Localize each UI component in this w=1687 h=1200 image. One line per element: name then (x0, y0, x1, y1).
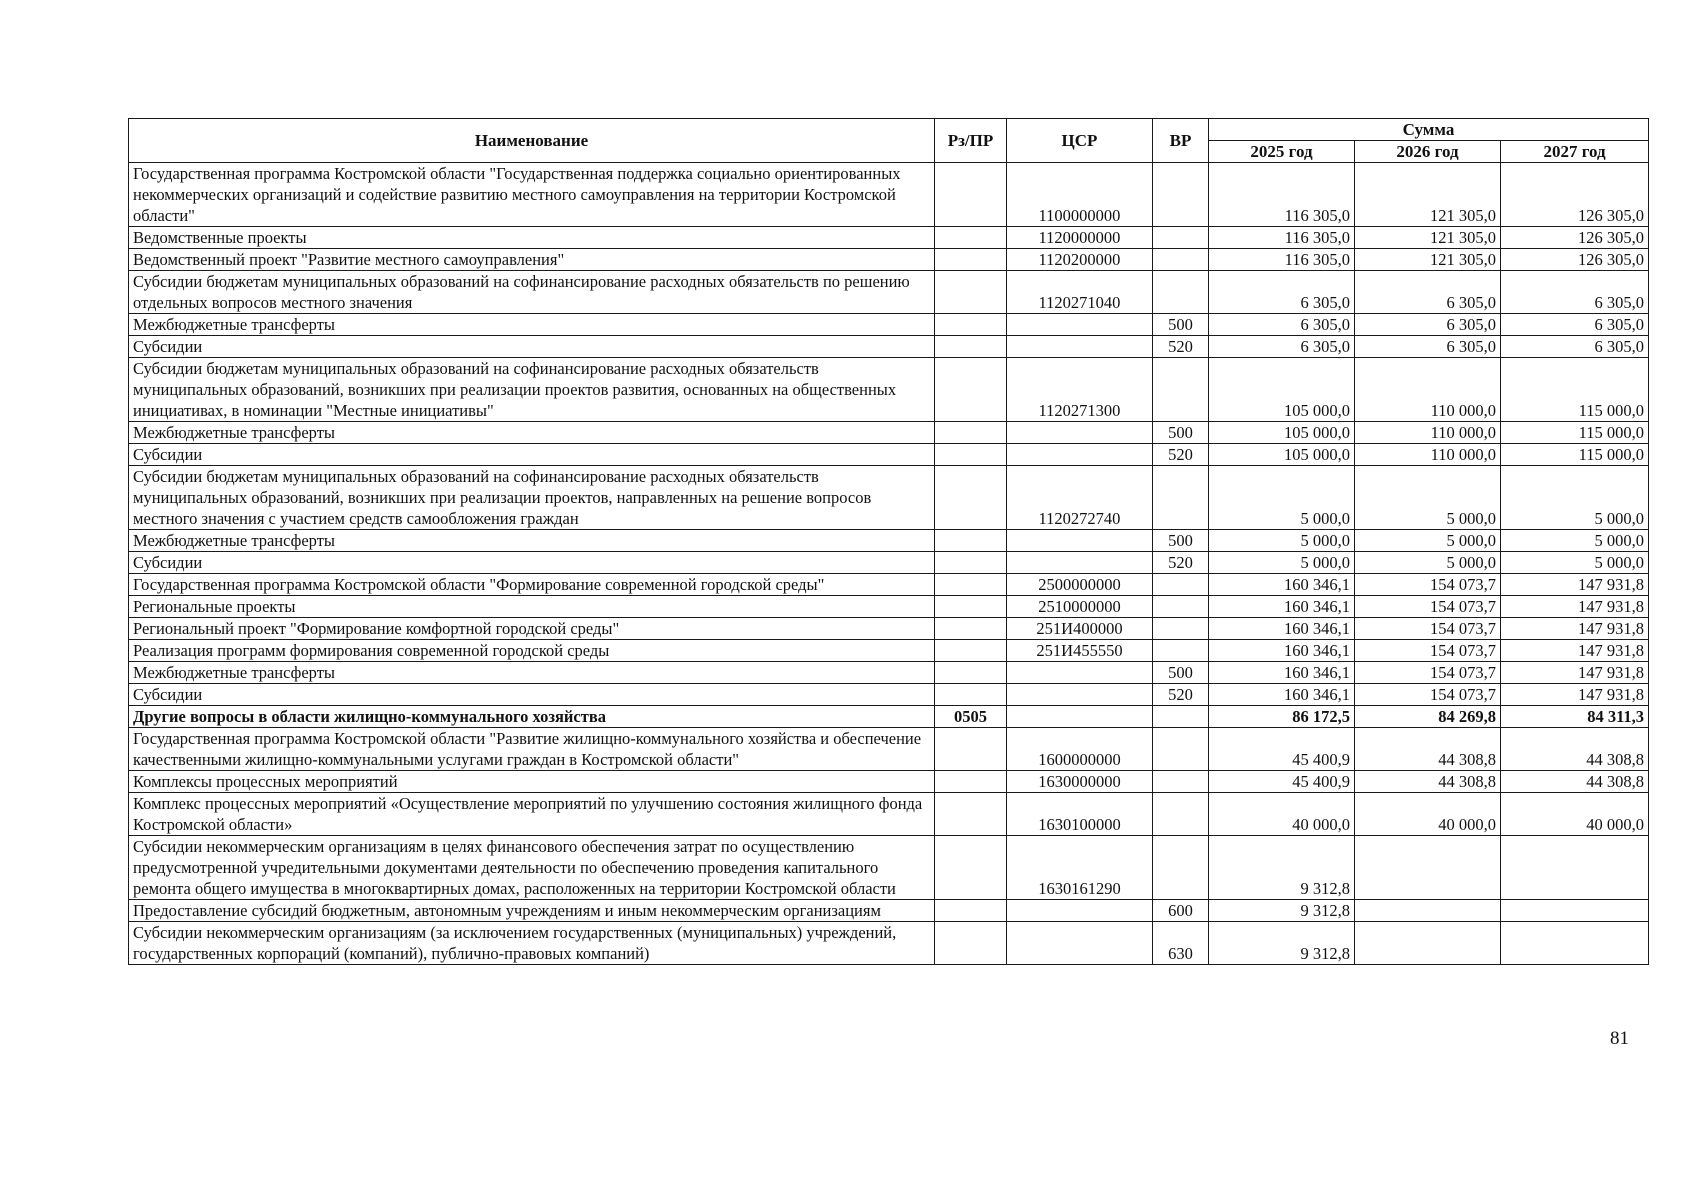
row-amount-2026: 6 305,0 (1355, 314, 1501, 336)
row-csr: 251И400000 (1007, 618, 1153, 640)
table-body (129, 163, 1649, 965)
row-rz (935, 466, 1007, 530)
row-name: Межбюджетные трансферты (129, 314, 935, 336)
row-amount-2026: 6 305,0 (1355, 271, 1501, 314)
row-name: Государственная программа Костромской области "Государственная поддержка социально ориентированных некоммерческих организаций и содействие развитию местного самоуправления на территории Костромской области" (129, 163, 935, 227)
row-amount-2025: 105 000,0 (1209, 444, 1355, 466)
row-name: Межбюджетные трансферты (129, 422, 935, 444)
row-amount-2027: 147 931,8 (1501, 640, 1649, 662)
row-csr (1007, 684, 1153, 706)
row-rz (935, 444, 1007, 466)
row-rz (935, 596, 1007, 618)
table-row (129, 466, 1649, 530)
table-row (129, 922, 1649, 965)
row-rz (935, 358, 1007, 422)
row-rz (935, 728, 1007, 771)
row-csr: 1120200000 (1007, 249, 1153, 271)
row-amount-2025: 5 000,0 (1209, 530, 1355, 552)
row-vr (1153, 271, 1209, 314)
row-name: Государственная программа Костромской области "Формирование современной городской среды" (129, 574, 935, 596)
row-name: Комплекс процессных мероприятий «Осуществление мероприятий по улучшению состояния жилищного фонда Костромской области» (129, 793, 935, 836)
row-vr (1153, 163, 1209, 227)
header-2025: 2025 год (1209, 141, 1355, 163)
budget-table (128, 118, 1649, 965)
row-amount-2027: 126 305,0 (1501, 227, 1649, 249)
row-amount-2025: 40 000,0 (1209, 793, 1355, 836)
row-rz (935, 336, 1007, 358)
table-row (129, 336, 1649, 358)
row-csr: 1630000000 (1007, 771, 1153, 793)
table-row (129, 271, 1649, 314)
table-row (129, 684, 1649, 706)
row-amount-2026: 121 305,0 (1355, 249, 1501, 271)
row-amount-2026: 121 305,0 (1355, 163, 1501, 227)
row-amount-2027: 147 931,8 (1501, 574, 1649, 596)
row-amount-2026: 110 000,0 (1355, 358, 1501, 422)
header-rz: Рз/ПР (935, 119, 1007, 163)
row-amount-2027: 147 931,8 (1501, 662, 1649, 684)
table-row (129, 640, 1649, 662)
row-amount-2025: 45 400,9 (1209, 771, 1355, 793)
row-amount-2025: 160 346,1 (1209, 574, 1355, 596)
header-vr: ВР (1153, 119, 1209, 163)
table-row (129, 574, 1649, 596)
row-amount-2025: 116 305,0 (1209, 163, 1355, 227)
table-row (129, 596, 1649, 618)
row-vr (1153, 706, 1209, 728)
row-rz (935, 249, 1007, 271)
table-row (129, 249, 1649, 271)
table-row (129, 900, 1649, 922)
row-vr (1153, 618, 1209, 640)
row-csr: 1120000000 (1007, 227, 1153, 249)
row-amount-2025: 160 346,1 (1209, 640, 1355, 662)
row-amount-2026: 40 000,0 (1355, 793, 1501, 836)
row-amount-2026 (1355, 900, 1501, 922)
row-amount-2025: 105 000,0 (1209, 422, 1355, 444)
row-name: Субсидии (129, 444, 935, 466)
row-name: Государственная программа Костромской области "Развитие жилищно-коммунального хозяйства и обеспечение качественными жилищно-коммунальными услугами граждан в Костромской области" (129, 728, 935, 771)
row-csr: 1120272740 (1007, 466, 1153, 530)
table-row (129, 618, 1649, 640)
row-amount-2025: 160 346,1 (1209, 596, 1355, 618)
row-amount-2026: 110 000,0 (1355, 422, 1501, 444)
row-amount-2026: 154 073,7 (1355, 662, 1501, 684)
row-name: Межбюджетные трансферты (129, 662, 935, 684)
table-row (129, 358, 1649, 422)
row-amount-2026: 154 073,7 (1355, 684, 1501, 706)
row-name: Предоставление субсидий бюджетным, автономным учреждениям и иным некоммерческим организациям (129, 900, 935, 922)
row-amount-2027: 115 000,0 (1501, 444, 1649, 466)
row-amount-2025: 6 305,0 (1209, 271, 1355, 314)
table-row (129, 530, 1649, 552)
table-row (129, 444, 1649, 466)
row-amount-2027 (1501, 922, 1649, 965)
row-rz (935, 618, 1007, 640)
header-2026: 2026 год (1355, 141, 1501, 163)
row-amount-2027: 147 931,8 (1501, 596, 1649, 618)
row-amount-2027: 115 000,0 (1501, 358, 1649, 422)
row-csr: 1630100000 (1007, 793, 1153, 836)
row-rz: 0505 (935, 706, 1007, 728)
row-name: Субсидии (129, 336, 935, 358)
table-row (129, 227, 1649, 249)
row-amount-2026: 6 305,0 (1355, 336, 1501, 358)
row-csr (1007, 530, 1153, 552)
header-sum: Сумма (1209, 119, 1649, 141)
row-csr: 1630161290 (1007, 836, 1153, 900)
row-rz (935, 271, 1007, 314)
row-name: Субсидии бюджетам муниципальных образований на софинансирование расходных обязательств по решению отдельных вопросов местного значения (129, 271, 935, 314)
row-vr: 500 (1153, 422, 1209, 444)
row-amount-2027: 40 000,0 (1501, 793, 1649, 836)
row-amount-2026: 84 269,8 (1355, 706, 1501, 728)
row-vr: 500 (1153, 530, 1209, 552)
row-rz (935, 314, 1007, 336)
table-row (129, 793, 1649, 836)
row-name: Межбюджетные трансферты (129, 530, 935, 552)
row-vr (1153, 640, 1209, 662)
row-amount-2027: 147 931,8 (1501, 618, 1649, 640)
row-amount-2026: 154 073,7 (1355, 618, 1501, 640)
row-amount-2025: 5 000,0 (1209, 466, 1355, 530)
row-rz (935, 771, 1007, 793)
row-amount-2027 (1501, 836, 1649, 900)
row-name: Субсидии некоммерческим организациям (за исключением государственных (муниципальных) учреждений, государственных корпораций (компаний), публично-правовых компаний) (129, 922, 935, 965)
row-amount-2027: 6 305,0 (1501, 336, 1649, 358)
row-name: Комплексы процессных мероприятий (129, 771, 935, 793)
row-rz (935, 900, 1007, 922)
row-rz (935, 640, 1007, 662)
row-csr: 1600000000 (1007, 728, 1153, 771)
row-csr (1007, 444, 1153, 466)
row-name: Региональный проект "Формирование комфортной городской среды" (129, 618, 935, 640)
row-name: Субсидии бюджетам муниципальных образований на софинансирование расходных обязательств муниципальных образований, возникших при реализации проектов развития, основанных на общественных инициативах, в номинации "Местные инициативы" (129, 358, 935, 422)
row-csr: 1120271040 (1007, 271, 1153, 314)
row-amount-2025: 105 000,0 (1209, 358, 1355, 422)
row-vr (1153, 836, 1209, 900)
row-rz (935, 422, 1007, 444)
row-name: Субсидии (129, 684, 935, 706)
row-amount-2027: 147 931,8 (1501, 684, 1649, 706)
table-row (129, 163, 1649, 227)
row-vr (1153, 249, 1209, 271)
row-vr (1153, 574, 1209, 596)
page-number: 81 (1610, 1028, 1629, 1049)
row-name: Региональные проекты (129, 596, 935, 618)
row-vr: 520 (1153, 552, 1209, 574)
row-vr (1153, 227, 1209, 249)
row-amount-2026: 154 073,7 (1355, 574, 1501, 596)
row-name: Субсидии некоммерческим организациям в целях финансового обеспечения затрат по осуществлению предусмотренной учредительными документами деятельности по обеспечению проведения капитального ремонта общего имущества в многоквартирных домах, расположенных на территории Костромской области (129, 836, 935, 900)
row-amount-2027: 126 305,0 (1501, 163, 1649, 227)
row-vr (1153, 466, 1209, 530)
row-amount-2026 (1355, 836, 1501, 900)
row-csr (1007, 662, 1153, 684)
row-csr: 1120271300 (1007, 358, 1153, 422)
row-rz (935, 793, 1007, 836)
row-name: Реализация программ формирования современной городской среды (129, 640, 935, 662)
row-csr (1007, 314, 1153, 336)
header-2027: 2027 год (1501, 141, 1649, 163)
row-amount-2026: 154 073,7 (1355, 596, 1501, 618)
row-amount-2025: 5 000,0 (1209, 552, 1355, 574)
row-csr: 1100000000 (1007, 163, 1153, 227)
row-vr: 600 (1153, 900, 1209, 922)
row-amount-2025: 86 172,5 (1209, 706, 1355, 728)
row-amount-2026 (1355, 922, 1501, 965)
row-amount-2026: 5 000,0 (1355, 552, 1501, 574)
row-vr: 520 (1153, 684, 1209, 706)
row-vr (1153, 358, 1209, 422)
row-vr: 630 (1153, 922, 1209, 965)
header-name: Наименование (129, 119, 935, 163)
table-row (129, 662, 1649, 684)
row-amount-2026: 5 000,0 (1355, 530, 1501, 552)
row-amount-2025: 116 305,0 (1209, 227, 1355, 249)
row-amount-2026: 121 305,0 (1355, 227, 1501, 249)
row-rz (935, 922, 1007, 965)
row-name: Субсидии бюджетам муниципальных образований на софинансирование расходных обязательств муниципальных образований, возникших при реализации проектов, направленных на решение вопросов местного значения с участием средств самообложения граждан (129, 466, 935, 530)
row-amount-2027: 5 000,0 (1501, 552, 1649, 574)
row-name: Другие вопросы в области жилищно-коммунального хозяйства (129, 706, 935, 728)
row-name: Ведомственный проект "Развитие местного самоуправления" (129, 249, 935, 271)
row-amount-2027: 6 305,0 (1501, 271, 1649, 314)
table-row (129, 771, 1649, 793)
row-csr (1007, 900, 1153, 922)
row-vr: 520 (1153, 336, 1209, 358)
row-amount-2027: 44 308,8 (1501, 728, 1649, 771)
row-amount-2027: 5 000,0 (1501, 466, 1649, 530)
row-amount-2026: 44 308,8 (1355, 771, 1501, 793)
row-vr (1153, 793, 1209, 836)
row-csr (1007, 336, 1153, 358)
row-amount-2025: 9 312,8 (1209, 836, 1355, 900)
row-csr (1007, 552, 1153, 574)
row-amount-2025: 9 312,8 (1209, 922, 1355, 965)
table-row (129, 836, 1649, 900)
row-name: Ведомственные проекты (129, 227, 935, 249)
table-row (129, 314, 1649, 336)
row-rz (935, 574, 1007, 596)
row-csr: 2500000000 (1007, 574, 1153, 596)
row-amount-2025: 6 305,0 (1209, 314, 1355, 336)
row-rz (935, 163, 1007, 227)
row-amount-2026: 5 000,0 (1355, 466, 1501, 530)
row-amount-2027: 126 305,0 (1501, 249, 1649, 271)
row-amount-2025: 6 305,0 (1209, 336, 1355, 358)
row-vr: 500 (1153, 662, 1209, 684)
row-rz (935, 662, 1007, 684)
row-vr: 520 (1153, 444, 1209, 466)
row-amount-2027: 5 000,0 (1501, 530, 1649, 552)
row-csr (1007, 922, 1153, 965)
row-amount-2027: 44 308,8 (1501, 771, 1649, 793)
row-rz (935, 227, 1007, 249)
row-vr: 500 (1153, 314, 1209, 336)
row-rz (935, 530, 1007, 552)
row-amount-2027: 115 000,0 (1501, 422, 1649, 444)
row-amount-2027: 6 305,0 (1501, 314, 1649, 336)
table-row (129, 422, 1649, 444)
row-rz (935, 684, 1007, 706)
row-amount-2025: 160 346,1 (1209, 662, 1355, 684)
row-amount-2025: 116 305,0 (1209, 249, 1355, 271)
row-amount-2026: 154 073,7 (1355, 640, 1501, 662)
row-amount-2025: 160 346,1 (1209, 618, 1355, 640)
row-vr (1153, 596, 1209, 618)
row-csr: 251И455550 (1007, 640, 1153, 662)
header-row-top (129, 119, 1649, 141)
row-amount-2025: 9 312,8 (1209, 900, 1355, 922)
row-amount-2027: 84 311,3 (1501, 706, 1649, 728)
table-row (129, 706, 1649, 728)
header-csr: ЦСР (1007, 119, 1153, 163)
row-amount-2025: 45 400,9 (1209, 728, 1355, 771)
row-rz (935, 552, 1007, 574)
row-csr (1007, 706, 1153, 728)
row-name: Субсидии (129, 552, 935, 574)
row-csr: 2510000000 (1007, 596, 1153, 618)
row-vr (1153, 728, 1209, 771)
row-amount-2027 (1501, 900, 1649, 922)
row-amount-2026: 44 308,8 (1355, 728, 1501, 771)
table-row (129, 728, 1649, 771)
row-amount-2026: 110 000,0 (1355, 444, 1501, 466)
row-amount-2025: 160 346,1 (1209, 684, 1355, 706)
row-rz (935, 836, 1007, 900)
row-vr (1153, 771, 1209, 793)
table-row (129, 552, 1649, 574)
row-csr (1007, 422, 1153, 444)
